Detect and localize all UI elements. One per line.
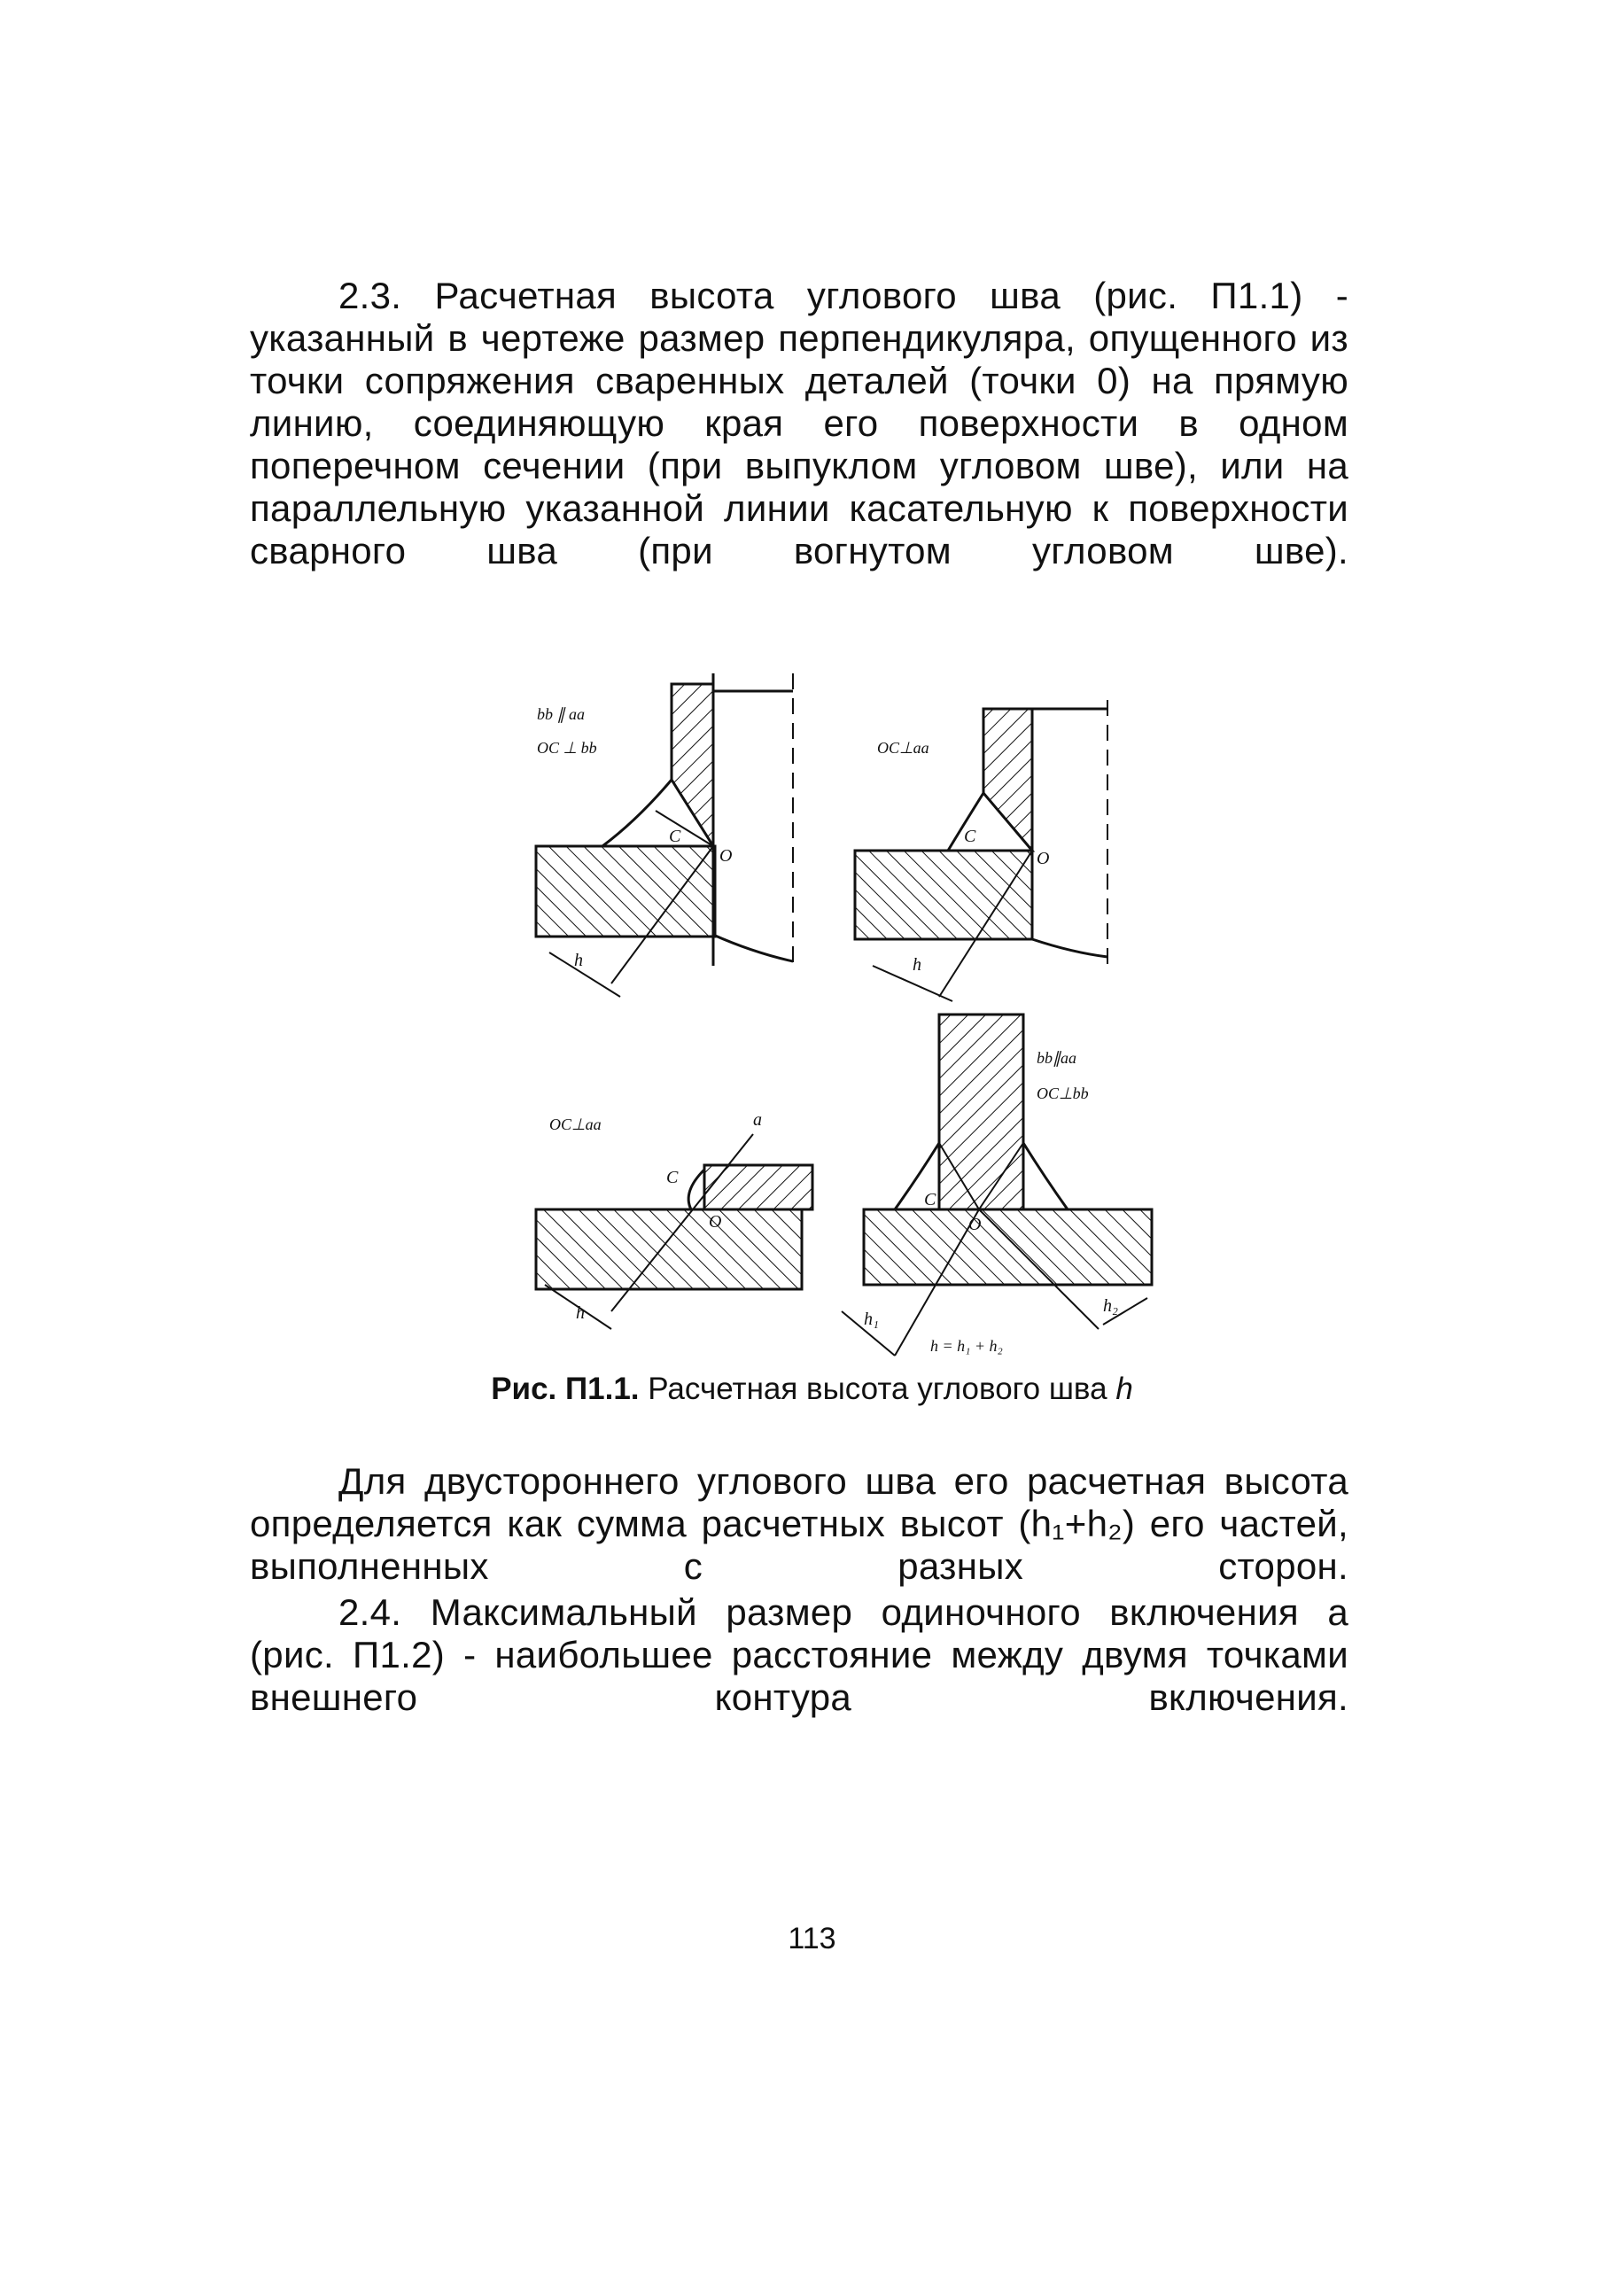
text-line: указанный в чертеже размер перпендикуляра, опущенного из (250, 317, 1348, 359)
text-line: линию, соединяющую края его поверхности в одном (250, 402, 1348, 444)
label-dimension-h: h (576, 1303, 585, 1323)
text-line: (рис. П1.2) - наибольшее расстояние между двумя точками (250, 1634, 1348, 1675)
two-sided-weld-paragraph (250, 1460, 1348, 1588)
text-line: выполненных с разных сторон. (250, 1545, 1348, 1587)
label-point-o: O (1037, 849, 1050, 868)
diagram-bottom-left (536, 1110, 812, 1329)
text-line: 2.3. Расчетная высота углового шва (рис. П1.1) - (338, 275, 1348, 316)
text-line: Для двустороннего углового шва его расчетная высота (338, 1460, 1348, 1502)
label-perpendicular-bl: OC⊥aa (549, 1116, 602, 1133)
text-line: сварного шва (при вогнутом угловом шве). (250, 530, 1348, 571)
text-line: поперечном сечении (при выпуклом угловом шве), или на (250, 445, 1348, 486)
label-letter-a: a (753, 1110, 762, 1130)
text-line: параллельную указанной линии касательную к поверхности (250, 487, 1348, 529)
label-point-c: C (669, 827, 681, 846)
caption-variable: h (1115, 1372, 1133, 1406)
label-parallel-br: bb∥aa (1037, 1049, 1076, 1067)
text-line: точки сопряжения сваренных деталей (точки 0) на прямую (250, 360, 1348, 401)
label-dimension-h: h (913, 955, 921, 975)
label-perpendicular-tr: OC⊥aa (877, 739, 929, 757)
label-point-o: O (719, 846, 733, 866)
text-line: 2.4. Максимальный размер одиночного включения a (338, 1591, 1348, 1633)
label-point-c: C (964, 827, 976, 846)
text-line: внешнего контура включения. (250, 1676, 1348, 1718)
caption-label: Рис. П1.1. (491, 1372, 640, 1406)
diagram-bottom-right (842, 1015, 1152, 1356)
diagram-top-left (536, 673, 793, 997)
label-perpendicular-br: OC⊥bb (1037, 1084, 1089, 1102)
label-point-c: C (666, 1168, 679, 1187)
label-point-o: O (709, 1212, 722, 1232)
text-line: определяется как сумма расчетных высот (h₁+h₂) его частей, (250, 1503, 1348, 1544)
label-dimension-h: h (574, 951, 583, 970)
diagram-top-right (855, 700, 1107, 1001)
section-2-4-paragraph (250, 1591, 1348, 1719)
label-dimension-h1: h₁ (864, 1310, 879, 1329)
label-dimension-formula: h = h₁ + h₂ (930, 1337, 1003, 1355)
label-perpendicular-tl: OC ⊥ bb (537, 739, 597, 757)
label-parallel-tl: bb ∥ aa (537, 705, 585, 723)
label-point-c: C (924, 1190, 936, 1209)
label-point-o: O (968, 1215, 982, 1234)
label-dimension-h2: h₂ (1103, 1296, 1118, 1316)
page-number: 113 (788, 1922, 836, 1955)
caption-text: Расчетная высота углового шва (648, 1372, 1107, 1406)
figure-caption (0, 1372, 1624, 1407)
